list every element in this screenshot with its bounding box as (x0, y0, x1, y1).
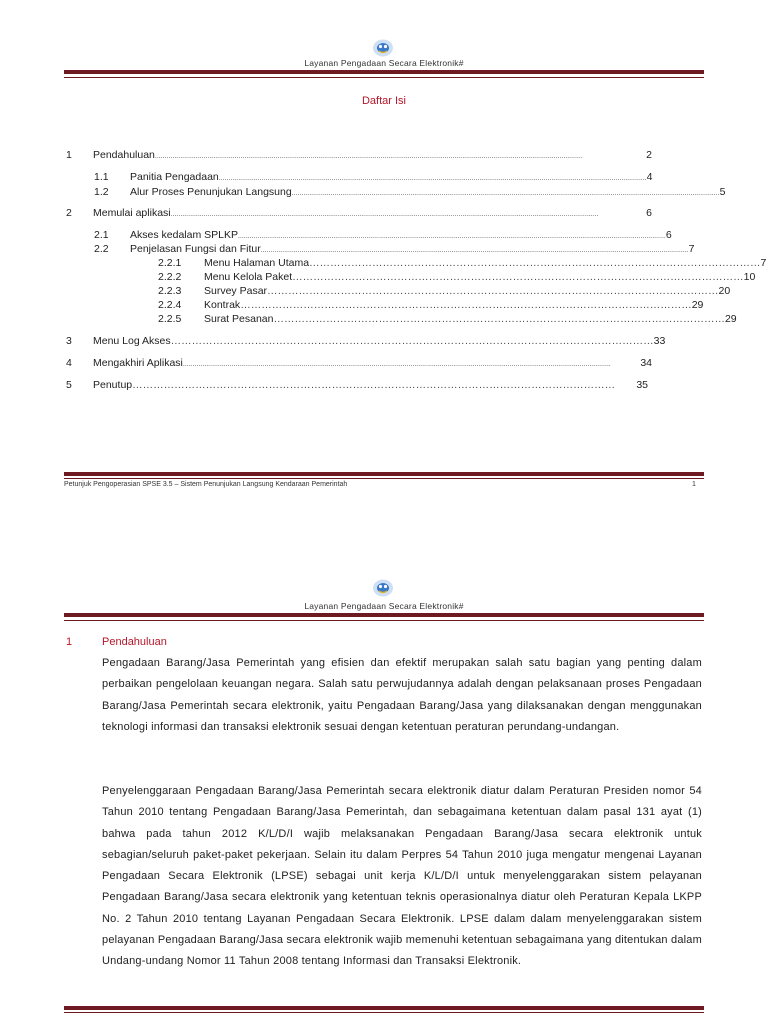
paragraph: Penyelenggaraan Pengadaan Barang/Jasa Pemerintah secara elektronik diatur dalam Peraturan Presiden nomor 54 Tahun 2010 tentang Pengadaan Barang/Jasa Pemerintah, dan sebagaimana ketentuan dalam pasal 131 ayat (1) bahwa pada tahun 2012 K/L/D/I wajib melaksanakan Pengadaan Barang/Jasa secara elektronik untuk sebagian/seluruh paket-paket pekerjaan. Selain itu dalam Perpres 54 Tahun 2010 juga mengatur mengenai Layanan Pengadaan Secara Elektronik (LPSE) sebagai unit kerja K/L/D/I untuk menyelenggarakan sistem pelayanan Pengadaan Barang/Jasa secara elektronik yang ketentuan teknis operasionalnya diatur oleh Peraturan Kepala LKPP No. 2 Tahun 2010 tentang Layanan Pengadaan Secara Elektronik. LPSE dalam dalam menyelenggarakan sistem pelayanan Pengadaan Barang/Jasa secara elektronik wajib memenuhi ketentuan sebagaimana yang ditentukan dalam Undang-undang Nomor 11 Tahun 2008 tentang Informasi dan Transaksi Elektronik. (102, 785, 702, 968)
header-rule-thin (64, 620, 704, 621)
page-header: Layanan Pengadaan Secara Elektronik# (304, 601, 464, 611)
header-rule-thick (64, 613, 704, 617)
toc-entry[interactable]: 2 Memulai aplikasi ............................................................................................................................................................................................................................ 6 (66, 207, 652, 219)
page-header: Layanan Pengadaan Secara Elektronik# (304, 58, 464, 68)
toc-entry[interactable]: 2.2.3 Survey Pasar ………………………………………………………………………………………………………………… 20 (158, 285, 731, 297)
toc-entry[interactable]: 1.1 Panitia Pengadaan ............................................................................................................................................................................................................................ 4 (94, 171, 653, 183)
footer-rule-thin (64, 1012, 704, 1013)
toc-entry[interactable]: 2.2.5 Surat Pesanan ………………………………………………………………………………………………………………… 29 (158, 313, 737, 325)
footer-page-number: 1 (692, 481, 696, 488)
content-page (0, 570, 768, 1024)
header-rule-thin (64, 77, 704, 78)
footer-rule-thick (64, 1006, 704, 1010)
toc-entry[interactable]: 2.2.4 Kontrak ………………………………………………………………………………………………………………… 29 (158, 299, 704, 311)
toc-entry[interactable]: 2.2.2 Menu Kelola Paket ………………………………………………………………………………………………………………… 10 (158, 271, 756, 283)
toc-page (0, 0, 768, 500)
toc-entry[interactable]: 4 Mengakhiri Aplikasi ............................................................................................................................................................................................................................ 34 (66, 357, 652, 369)
header-rule-thick (64, 70, 704, 74)
section-number: 1 (66, 636, 73, 648)
paragraph: Pengadaan Barang/Jasa Pemerintah yang efisien dan efektif merupakan salah satu bagian yang penting dalam perbaikan pengelolaan keuangan negara. Salah satu perwujudannya adalah dengan pelaksanaan proses Pengadaan Barang/Jasa Pemerintah secara elektronik, yaitu Pengadaan Barang/Jasa yang dilaksanakan dengan menggunakan teknologi informasi dan transaksi elektronik sesuai dengan ketentuan peraturan perundang-undangan. (102, 657, 702, 733)
section-title: Pendahuluan (102, 636, 167, 648)
toc-entry[interactable]: 5 Penutup ………………………………………………………………………………………………………………………… 35 (66, 379, 648, 391)
toc-entry[interactable]: 3 Menu Log Akses ………………………………………………………………………………………………………………………… 33 (66, 335, 666, 347)
toc-entry[interactable]: 2.2.1 Menu Halaman Utama ………………………………………………………………………………………………………………… 7 (158, 257, 767, 269)
toc-title: Daftar Isi (361, 95, 406, 107)
toc-entry[interactable]: 1 Pendahuluan ............................................................................................................................................................................................................................ 2 (66, 149, 652, 161)
lpse-logo-icon (372, 38, 394, 58)
toc-entry[interactable]: 2.2 Penjelasan Fungsi dan Fitur ............................................................................................................................................................................................................................ 7 (94, 243, 695, 255)
footer-rule-thin (64, 478, 704, 479)
toc-entry[interactable]: 1.2 Alur Proses Penunjukan Langsung ............................................................................................................................................................................................................................ 5 (94, 186, 726, 198)
lpse-logo-icon (372, 578, 394, 598)
footer-rule-thick (64, 472, 704, 476)
toc-entry[interactable]: 2.1 Akses kedalam SPLKP ............................................................................................................................................................................................................................ 6 (94, 229, 672, 241)
page-footer: Petunjuk Pengoperasian SPSE 3.5 – Sistem Penunjukan Langsung Kendaraan Pemerintah (64, 481, 348, 488)
